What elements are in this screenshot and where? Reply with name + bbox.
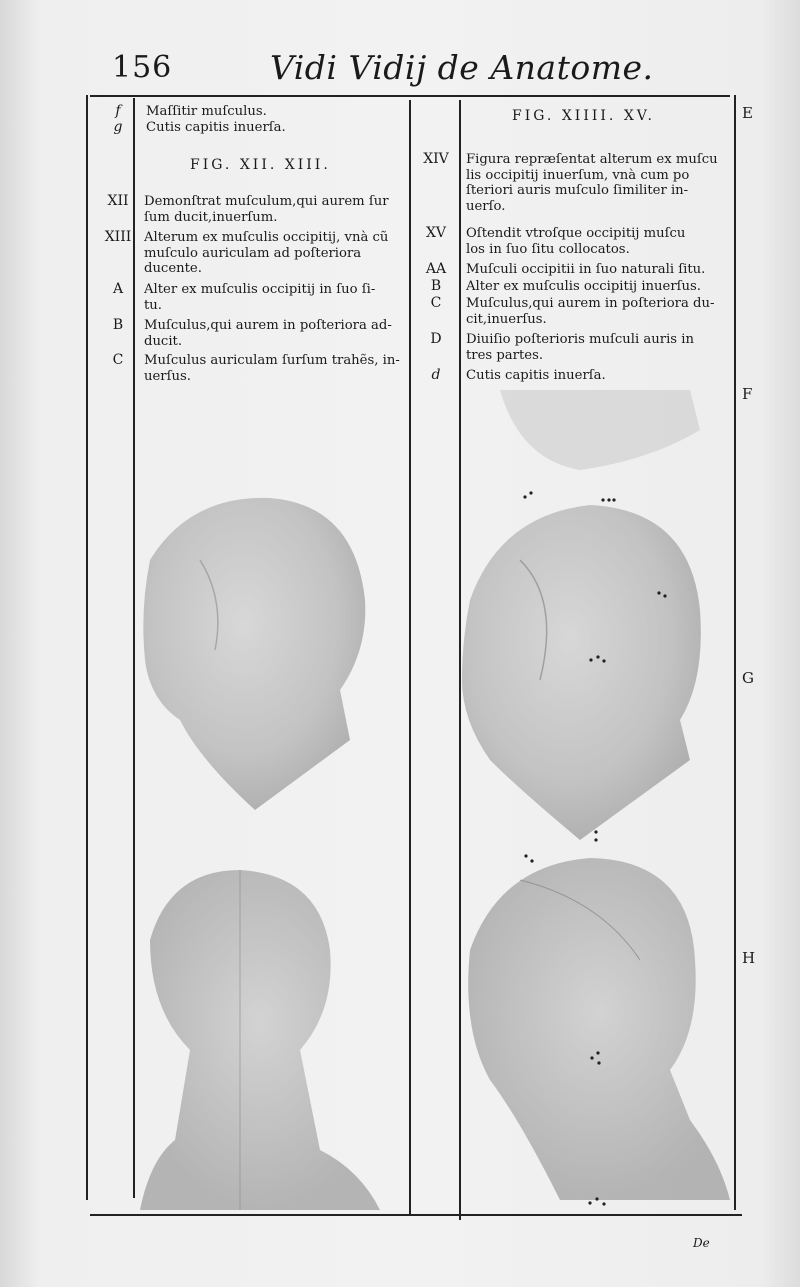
label-xiii: XIII [104, 229, 132, 245]
entry-line: cit,inuerſus. [466, 311, 547, 327]
entry-line: Alter ex muſculis occipitij inuerſus. [466, 279, 701, 294]
entry-line: Oſtendit vtroſque occipitij muſcu [466, 226, 686, 241]
entry-line: muſculo auriculam ad poſteriora [144, 245, 362, 261]
margin-letter-h: H [742, 949, 756, 967]
label-b: B [112, 317, 124, 333]
label-c-right: C [430, 295, 442, 311]
entry-line: Muſculi occipitii in ſuo naturali ſitu. [466, 262, 706, 277]
label-xii: XII [107, 193, 129, 209]
entry-g-text: Cutis capitis inuerſa. [146, 120, 286, 135]
entry-line: Alterum ex muſculis occipitij, vnà cũ [144, 230, 389, 245]
entry-line: ducente. [144, 261, 202, 277]
entry-line: ſteriori auris muſculo ſimiliter in- [466, 183, 689, 199]
entry-line: Muſculus,qui aurem in poſteriora du- [466, 296, 715, 311]
running-title: Vidi Vidij de Anatome. [270, 48, 654, 87]
entry-line: uerſo. [466, 198, 506, 214]
label-d-right: D [430, 331, 442, 347]
entry-line: Demonſtrat muſculum,qui aurem ſur [144, 194, 389, 209]
entry-line: Diuiſio poſterioris muſculi auris in [466, 332, 694, 347]
entry-line: Alter ex muſculis occipitij in ſuo ſi- [144, 282, 376, 297]
entry-xiv [466, 152, 718, 214]
entry-line: tu. [144, 297, 162, 313]
entry-c [144, 353, 400, 384]
entry-line: lis occipitij inuerſum, vnà cum po [466, 167, 690, 183]
entry-d-lower [466, 368, 606, 384]
label-f: f [115, 103, 121, 119]
label-c: C [112, 352, 124, 368]
entry-line: uerſus. [144, 368, 191, 384]
entry-line: Figura repræſentat alterum ex muſcu [466, 152, 718, 167]
entry-line: ducit. [144, 333, 183, 349]
label-d-lower: d [431, 367, 441, 383]
page-number: 156 [112, 50, 173, 85]
fig-heading-left: FIG. XII. XIII. [190, 157, 331, 173]
label-xiv: XIV [423, 151, 449, 167]
entry-line: Muſculus,qui aurem in poſteriora ad- [144, 318, 392, 333]
entry-line: Muſculus auriculam ſurſum trahẽs, in- [144, 353, 400, 368]
fig-heading-right: FIG. XIIII. XV. [512, 108, 655, 124]
margin-letter-g: G [742, 669, 754, 687]
margin-letter-f: F [742, 385, 753, 403]
label-xv: XV [425, 225, 447, 241]
entry-b-right [466, 279, 701, 295]
label-a: A [112, 281, 124, 297]
entry-c-right [466, 296, 714, 327]
entry-aa [466, 262, 705, 278]
label-aa: AA [425, 261, 447, 277]
entry-d-right [466, 332, 694, 363]
entry-xii [144, 194, 389, 225]
entry-a [144, 282, 375, 313]
entry-line: ſum ducit,inuerſum. [144, 209, 278, 225]
entry-xv [466, 226, 685, 257]
margin-letter-e: E [742, 104, 753, 122]
entry-f-text: Maſſitir muſculus. [146, 104, 267, 119]
entry-line: tres partes. [466, 347, 544, 363]
entry-line: los in ſuo ſitu collocatos. [466, 241, 630, 257]
catchword: De [693, 1236, 710, 1250]
label-g: g [113, 119, 123, 135]
entry-line: Cutis capitis inuerſa. [466, 368, 606, 383]
entry-b [144, 318, 392, 349]
entry-xiii [144, 230, 388, 277]
label-b-right: B [430, 278, 442, 294]
